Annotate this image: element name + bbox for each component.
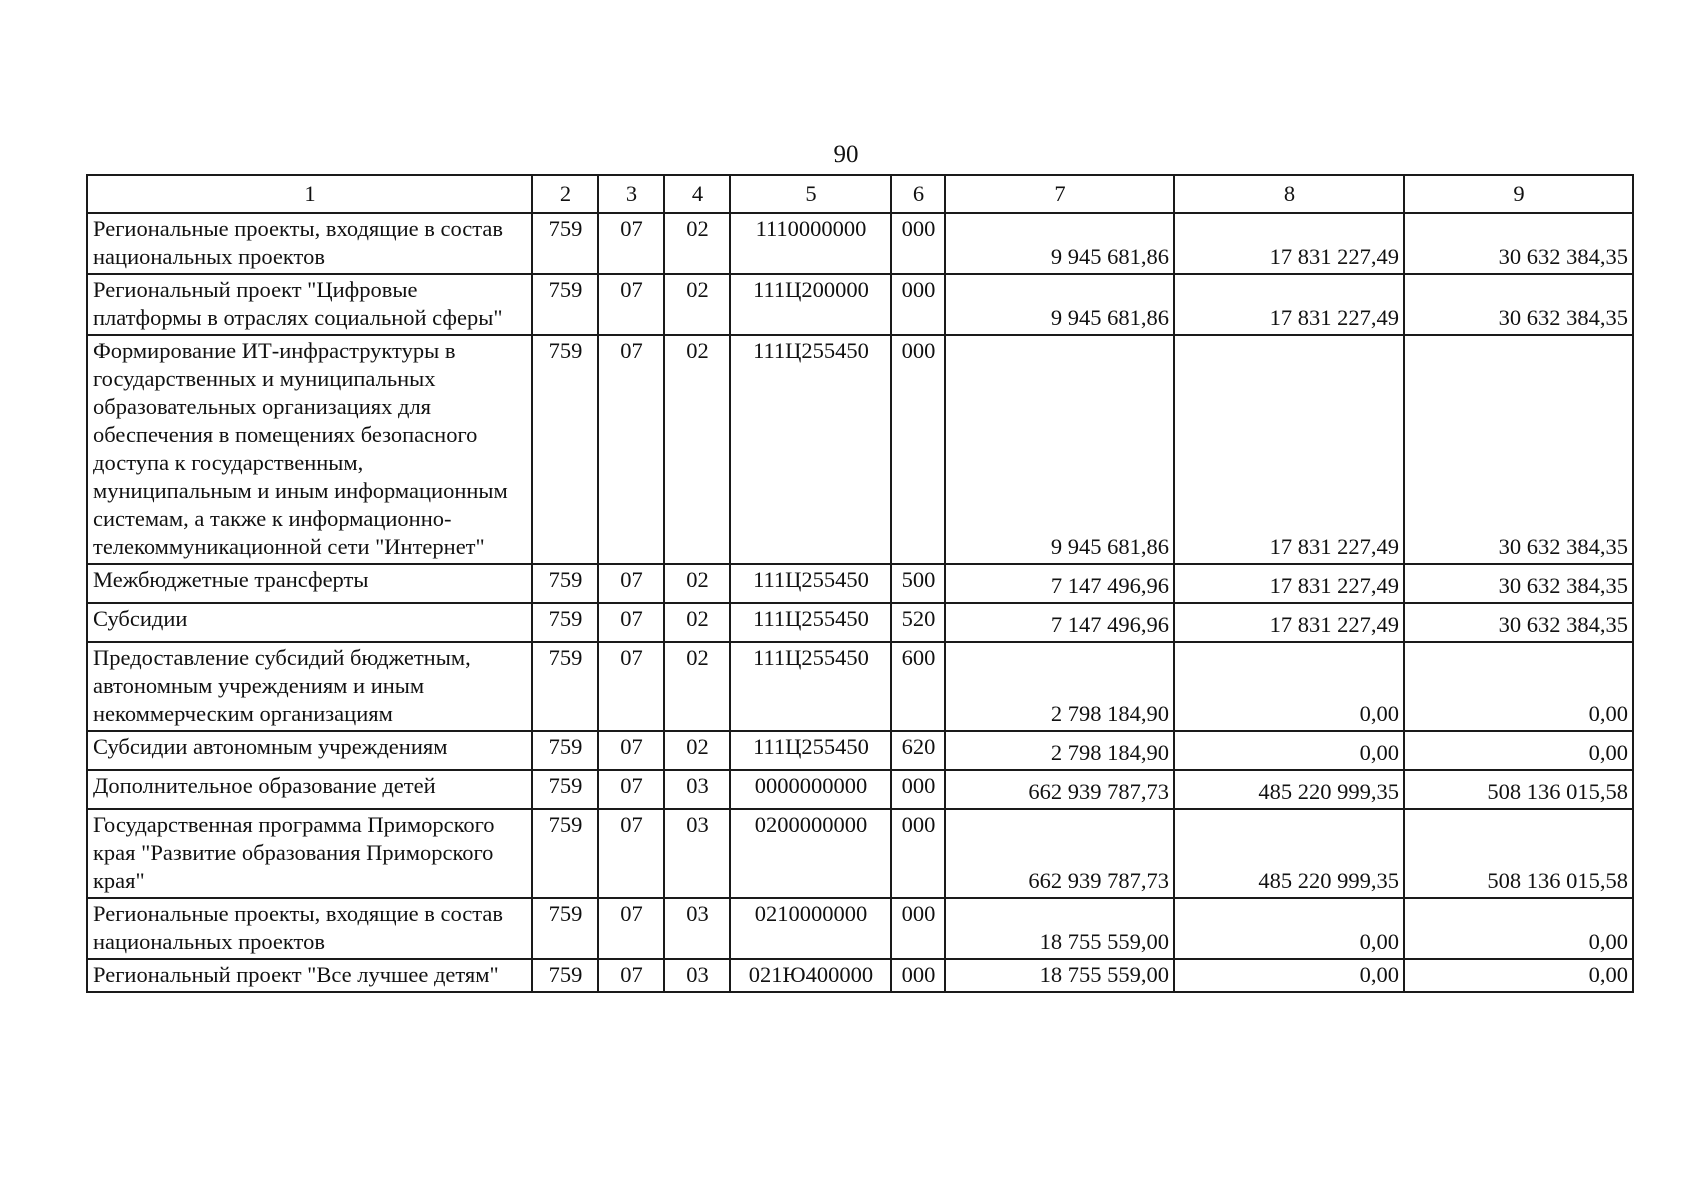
cell-subsection: 02 [664, 731, 730, 770]
column-header: 4 [664, 175, 730, 213]
cell-subsection: 02 [664, 213, 730, 274]
cell-section: 07 [598, 642, 664, 731]
cell-subsection: 03 [664, 770, 730, 809]
cell-ministry-code: 759 [532, 642, 598, 731]
cell-ministry-code: 759 [532, 274, 598, 335]
cell-section: 07 [598, 770, 664, 809]
cell-expense-type: 000 [891, 213, 945, 274]
row-name: Региональный проект "Цифровые платформы в отраслях социальной сферы" [87, 274, 532, 335]
table-row [87, 959, 1633, 992]
cell-expense-type: 520 [891, 603, 945, 642]
cell-amount-col7: 7 147 496,96 [945, 564, 1174, 603]
cell-ministry-code: 759 [532, 809, 598, 898]
table-row [87, 809, 1633, 898]
cell-amount-col9: 30 632 384,35 [1404, 274, 1633, 335]
table-row [87, 213, 1633, 274]
cell-amount-col9: 508 136 015,58 [1404, 770, 1633, 809]
cell-amount-col7: 7 147 496,96 [945, 603, 1174, 642]
cell-ministry-code: 759 [532, 564, 598, 603]
cell-amount-col8: 17 831 227,49 [1174, 564, 1404, 603]
page-number: 90 [833, 141, 859, 168]
row-name: Государственная программа Приморского края "Развитие образования Приморского края" [87, 809, 532, 898]
cell-section: 07 [598, 274, 664, 335]
row-name: Региональные проекты, входящие в состав национальных проектов [87, 213, 532, 274]
cell-amount-col7: 9 945 681,86 [945, 213, 1174, 274]
cell-section: 07 [598, 898, 664, 959]
column-header: 1 [87, 175, 532, 213]
cell-expense-type: 000 [891, 770, 945, 809]
cell-section: 07 [598, 959, 664, 992]
column-header: 8 [1174, 175, 1404, 213]
cell-subsection: 02 [664, 564, 730, 603]
cell-amount-col7: 9 945 681,86 [945, 274, 1174, 335]
table-row [87, 603, 1633, 642]
cell-amount-col8: 485 220 999,35 [1174, 809, 1404, 898]
table-row [87, 642, 1633, 731]
cell-amount-col7: 18 755 559,00 [945, 959, 1174, 992]
cell-amount-col9: 30 632 384,35 [1404, 213, 1633, 274]
column-header: 3 [598, 175, 664, 213]
cell-amount-col8: 17 831 227,49 [1174, 213, 1404, 274]
cell-target-article: 111Ц200000 [730, 274, 891, 335]
cell-amount-col7: 2 798 184,90 [945, 642, 1174, 731]
cell-amount-col7: 662 939 787,73 [945, 770, 1174, 809]
cell-amount-col7: 18 755 559,00 [945, 898, 1174, 959]
row-name: Предоставление субсидий бюджетным, автономным учреждениям и иным некоммерческим организациям [87, 642, 532, 731]
cell-amount-col9: 30 632 384,35 [1404, 335, 1633, 564]
cell-subsection: 02 [664, 274, 730, 335]
cell-expense-type: 000 [891, 959, 945, 992]
cell-amount-col9: 0,00 [1404, 731, 1633, 770]
cell-section: 07 [598, 603, 664, 642]
cell-expense-type: 600 [891, 642, 945, 731]
cell-amount-col8: 0,00 [1174, 959, 1404, 992]
cell-ministry-code: 759 [532, 213, 598, 274]
cell-ministry-code: 759 [532, 898, 598, 959]
cell-amount-col9: 30 632 384,35 [1404, 603, 1633, 642]
cell-subsection: 03 [664, 959, 730, 992]
cell-target-article: 111Ц255450 [730, 564, 891, 603]
cell-amount-col9: 0,00 [1404, 898, 1633, 959]
cell-section: 07 [598, 213, 664, 274]
cell-amount-col9: 30 632 384,35 [1404, 564, 1633, 603]
cell-target-article: 0200000000 [730, 809, 891, 898]
column-header: 6 [891, 175, 945, 213]
cell-subsection: 02 [664, 642, 730, 731]
cell-target-article: 111Ц255450 [730, 642, 891, 731]
cell-section: 07 [598, 809, 664, 898]
table-row [87, 274, 1633, 335]
cell-target-article: 0000000000 [730, 770, 891, 809]
cell-expense-type: 000 [891, 274, 945, 335]
cell-amount-col9: 0,00 [1404, 642, 1633, 731]
cell-amount-col9: 508 136 015,58 [1404, 809, 1633, 898]
cell-ministry-code: 759 [532, 731, 598, 770]
table-row [87, 770, 1633, 809]
cell-expense-type: 000 [891, 809, 945, 898]
cell-subsection: 03 [664, 898, 730, 959]
cell-expense-type: 620 [891, 731, 945, 770]
cell-ministry-code: 759 [532, 770, 598, 809]
cell-subsection: 02 [664, 335, 730, 564]
row-name: Региональный проект "Все лучшее детям" [87, 959, 532, 992]
cell-section: 07 [598, 564, 664, 603]
column-header: 9 [1404, 175, 1633, 213]
cell-subsection: 02 [664, 603, 730, 642]
column-header: 7 [945, 175, 1174, 213]
table-row [87, 731, 1633, 770]
cell-target-article: 1110000000 [730, 213, 891, 274]
cell-target-article: 111Ц255450 [730, 603, 891, 642]
column-number-row [87, 175, 1633, 213]
cell-amount-col8: 0,00 [1174, 642, 1404, 731]
cell-ministry-code: 759 [532, 959, 598, 992]
cell-amount-col8: 17 831 227,49 [1174, 335, 1404, 564]
cell-amount-col8: 0,00 [1174, 731, 1404, 770]
budget-table [86, 174, 1634, 993]
row-name: Межбюджетные трансферты [87, 564, 532, 603]
cell-section: 07 [598, 731, 664, 770]
cell-amount-col7: 662 939 787,73 [945, 809, 1174, 898]
table-row [87, 564, 1633, 603]
cell-ministry-code: 759 [532, 335, 598, 564]
cell-amount-col8: 17 831 227,49 [1174, 274, 1404, 335]
cell-target-article: 111Ц255450 [730, 731, 891, 770]
row-name: Формирование ИТ-инфраструктуры в государственных и муниципальных образовательных организациях для обеспечения в помещениях безопасного доступа к государственным, муниципальным и иным информационным системам, а также к информационно-телекоммуникационной сети "Интернет" [87, 335, 532, 564]
row-name: Дополнительное образование детей [87, 770, 532, 809]
cell-amount-col7: 2 798 184,90 [945, 731, 1174, 770]
cell-amount-col9: 0,00 [1404, 959, 1633, 992]
cell-amount-col8: 485 220 999,35 [1174, 770, 1404, 809]
cell-expense-type: 000 [891, 898, 945, 959]
cell-amount-col8: 17 831 227,49 [1174, 603, 1404, 642]
column-header: 5 [730, 175, 891, 213]
cell-amount-col8: 0,00 [1174, 898, 1404, 959]
cell-target-article: 0210000000 [730, 898, 891, 959]
table-row [87, 898, 1633, 959]
cell-ministry-code: 759 [532, 603, 598, 642]
cell-expense-type: 500 [891, 564, 945, 603]
cell-expense-type: 000 [891, 335, 945, 564]
cell-target-article: 021Ю400000 [730, 959, 891, 992]
row-name: Субсидии [87, 603, 532, 642]
cell-target-article: 111Ц255450 [730, 335, 891, 564]
cell-section: 07 [598, 335, 664, 564]
row-name: Субсидии автономным учреждениям [87, 731, 532, 770]
column-header: 2 [532, 175, 598, 213]
table-row [87, 335, 1633, 564]
cell-amount-col7: 9 945 681,86 [945, 335, 1174, 564]
cell-subsection: 03 [664, 809, 730, 898]
row-name: Региональные проекты, входящие в состав национальных проектов [87, 898, 532, 959]
